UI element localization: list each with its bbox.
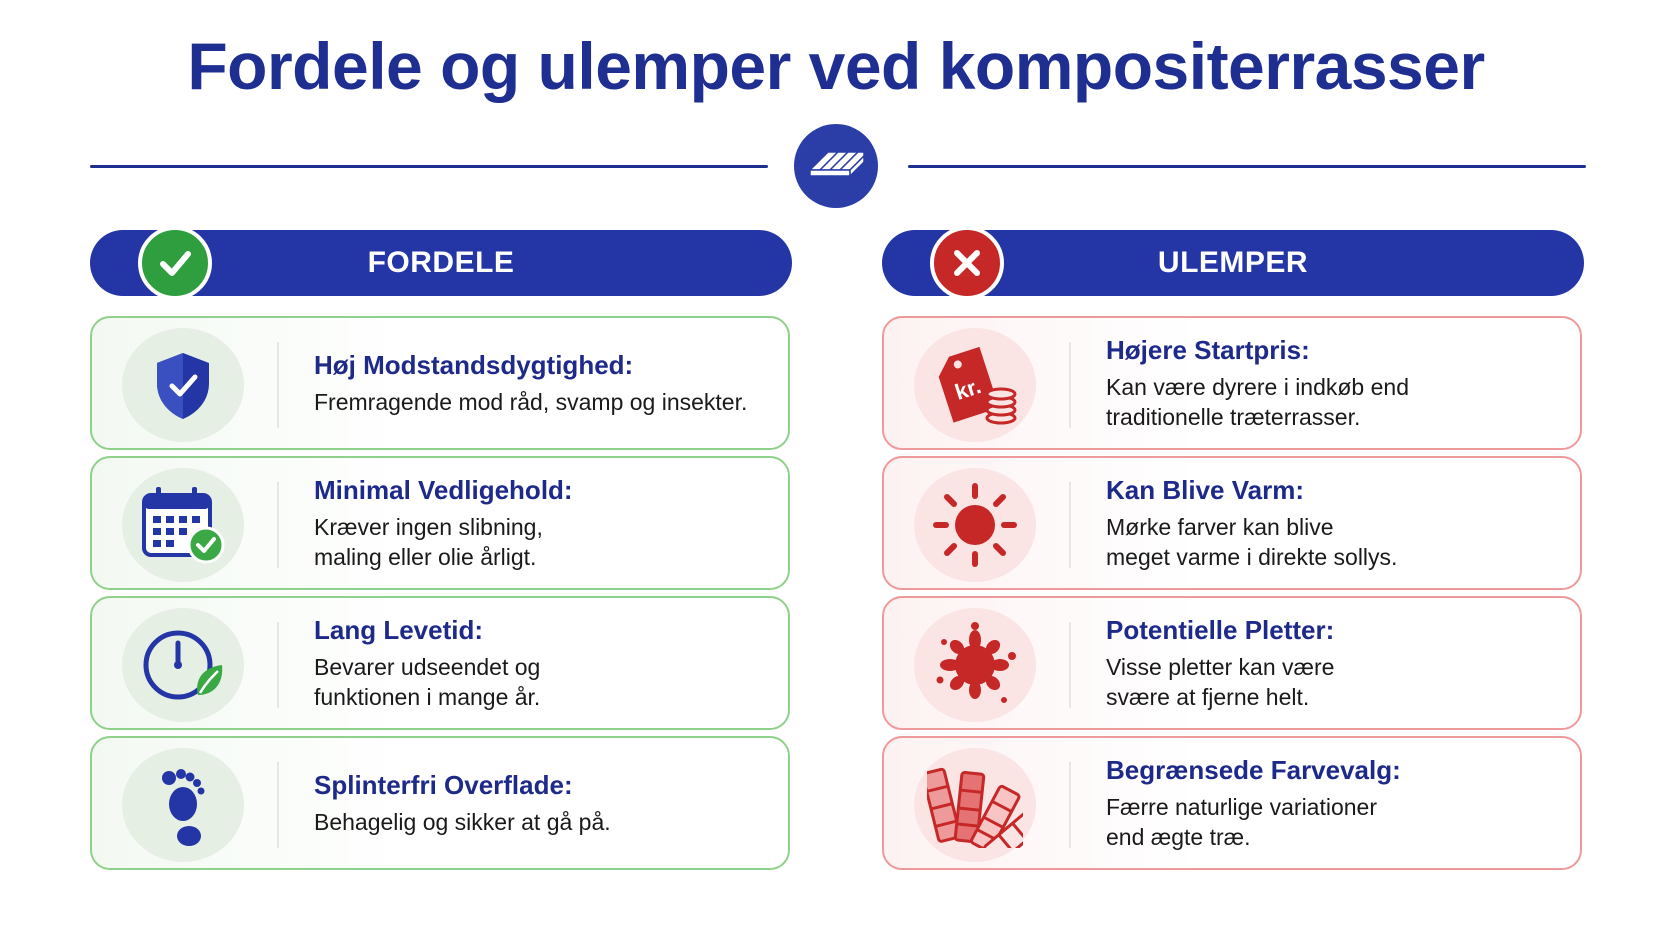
card-separator	[1069, 342, 1071, 428]
pros-header	[90, 230, 792, 296]
con-card-stains	[882, 596, 1582, 730]
color-swatches-icon	[914, 748, 1036, 862]
divider-right	[908, 165, 1586, 168]
pro-card-lifespan	[90, 596, 790, 730]
card-description: Bevarer udseendet og funktionen i mange år.	[314, 653, 541, 710]
price-tag-coins-icon	[914, 328, 1036, 442]
card-title: Lang Levetid:	[314, 614, 484, 645]
pro-card-resistance	[90, 316, 790, 450]
card-description: Kan være dyrere i indkøb end traditionelle træterrasser.	[1106, 373, 1409, 430]
card-title: Potentielle Pletter:	[1106, 614, 1335, 645]
card-description: Fremragende mod råd, svamp og insekter.	[314, 388, 748, 415]
card-separator	[277, 762, 279, 848]
cons-header	[882, 230, 1584, 296]
footprint-icon	[122, 748, 244, 862]
card-separator	[277, 482, 279, 568]
card-title: Splinterfri Overflade:	[314, 769, 573, 800]
pros-header-label: FORDELE	[367, 246, 515, 279]
card-separator	[1069, 762, 1071, 848]
pro-card-maintenance	[90, 456, 790, 590]
clock-leaf-icon	[122, 608, 244, 722]
card-title: Høj Modstandsdygtighed:	[314, 349, 634, 380]
card-title: Begrænsede Farvevalg:	[1106, 754, 1401, 785]
page-title: Fordele og ulemper ved kompositerrasser	[187, 29, 1485, 103]
pro-card-splinterfree	[90, 736, 790, 870]
card-title: Højere Startpris:	[1106, 334, 1310, 365]
divider-left	[90, 165, 768, 168]
card-title: Kan Blive Varm:	[1106, 474, 1304, 505]
card-description: Visse pletter kan være svære at fjerne helt.	[1106, 653, 1335, 710]
cons-header-label: ULEMPER	[1157, 246, 1309, 279]
card-separator	[1069, 622, 1071, 708]
card-description: Kræver ingen slibning, maling eller olie årligt.	[314, 513, 543, 570]
decking-boards-icon	[794, 124, 878, 208]
price-tag-text: kr.	[951, 373, 984, 405]
con-card-price	[882, 316, 1582, 450]
shield-check-icon	[122, 328, 244, 442]
card-description: Mørke farver kan blive meget varme i direkte sollys.	[1106, 513, 1398, 570]
stain-splash-icon	[914, 608, 1036, 722]
con-card-colors	[882, 736, 1582, 870]
card-separator	[277, 342, 279, 428]
con-card-heat	[882, 456, 1582, 590]
card-description: Færre naturlige variationer end ægte træ.	[1106, 793, 1378, 850]
card-separator	[1069, 482, 1071, 568]
sun-icon	[914, 468, 1036, 582]
card-title: Minimal Vedligehold:	[314, 474, 573, 505]
card-description: Behagelig og sikker at gå på.	[314, 808, 611, 835]
calendar-check-icon	[122, 468, 244, 582]
card-separator	[277, 622, 279, 708]
